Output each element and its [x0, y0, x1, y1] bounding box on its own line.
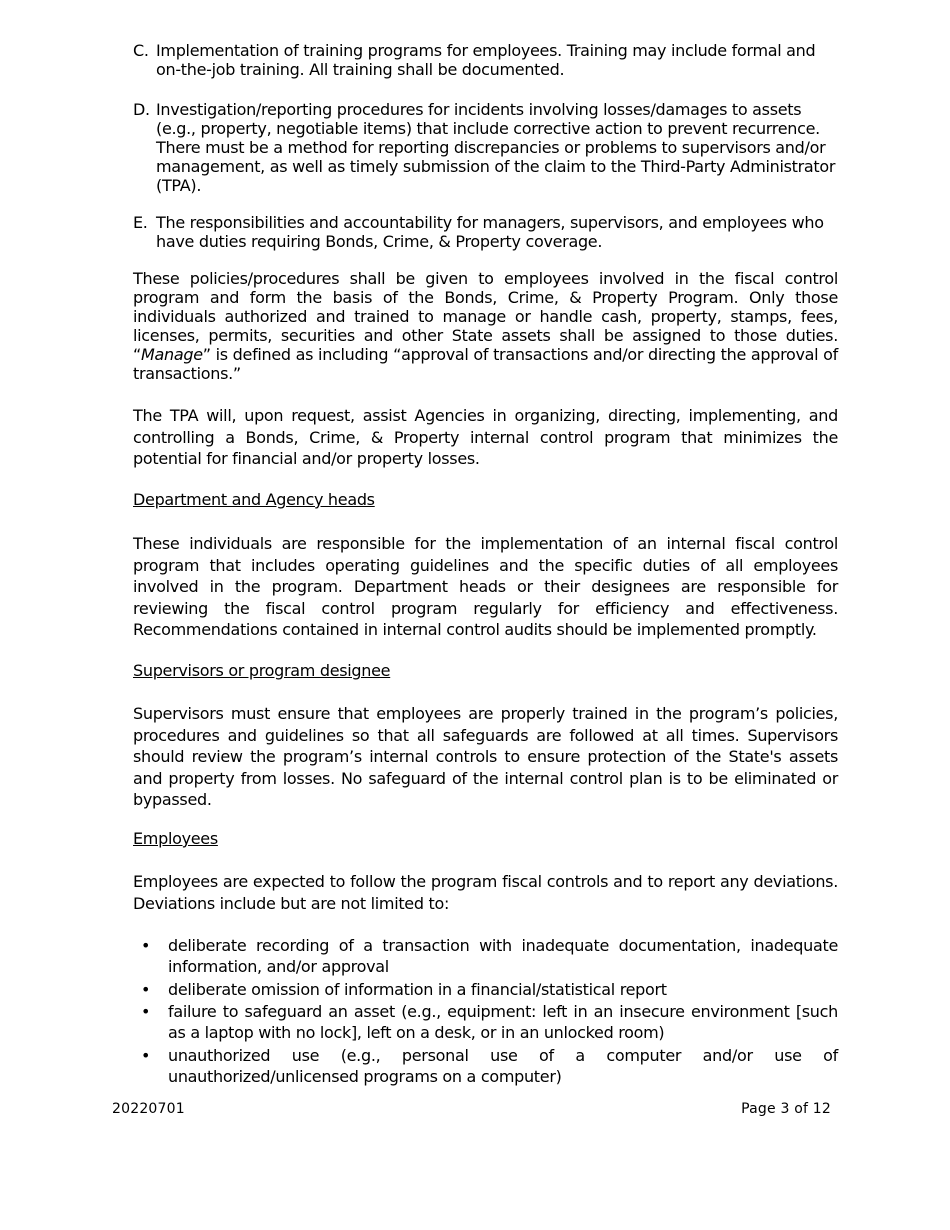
manage-term: Manage [141, 345, 203, 364]
list-item [133, 1045, 838, 1087]
bullet-icon: • [141, 1045, 151, 1065]
bullet-icon: • [141, 936, 151, 955]
list-item [133, 1001, 838, 1043]
supervisors-heading: Supervisors or program designee [133, 661, 391, 680]
list-item-text: deliberate recording of a transaction with inadequate documentation, inadequate information, and/or approval [168, 936, 838, 976]
list-item-text: unauthorized use (e.g., personal use of a computer and/or use of unauthorized/unlicensed programs on a computer) [168, 1045, 838, 1086]
list-item [133, 935, 838, 977]
deviation-list [133, 935, 838, 1088]
item-letter: C. [133, 41, 149, 60]
item-letter: D. [133, 100, 150, 119]
footer-page-number: Page 3 of 12 [741, 1101, 831, 1117]
department-paragraph: These individuals are responsible for the implementation of an internal fiscal control program that includes operating guidelines and the specific duties of all employees involved in the program. Department heads or their designees are responsible for reviewing the fiscal control program regularly for efficiency and effectiveness. Recommendations contained in internal control audits should be implemented promptly. [133, 534, 838, 639]
list-item [133, 979, 838, 1000]
policies-text-start: These policies/procedures shall be given to employees involved in the fiscal control program and form the basis of the Bonds, Crime, & Property Program. Only those individuals authorized and trained to manage or handle cash, property, stamps, fees, licenses, permits, securities and other State assets shall be assigned to those duties. “ [133, 269, 838, 364]
lettered-item-e [133, 213, 843, 251]
policies-text-end: ” is defined as including “approval of transactions and/or directing the approval of transactions.” [133, 345, 838, 383]
department-heading: Department and Agency heads [133, 490, 375, 509]
footer-doc-code: 20220701 [112, 1101, 185, 1117]
tpa-paragraph: The TPA will, upon request, assist Agencies in organizing, directing, implementing, and controlling a Bonds, Crime, & Property internal control program that minimizes the potential for financial and/or property losses. [133, 406, 838, 468]
employees-paragraph: Employees are expected to follow the program fiscal controls and to report any deviations. Deviations include but are not limited to: [133, 872, 838, 913]
supervisors-paragraph: Supervisors must ensure that employees are properly trained in the program’s policies, procedures and guidelines so that all safeguards are followed at all times. Supervisors should review the program’s internal controls to ensure protection of the State's assets and property from losses. No safeguard of the internal control plan is to be eliminated or bypassed. [133, 704, 838, 809]
item-text: The responsibilities and accountability for managers, supervisors, and employees who have duties requiring Bonds, Crime, & Property coverage. [156, 213, 824, 251]
list-item-text: deliberate omission of information in a financial/statistical report [168, 979, 667, 999]
lettered-item-c [133, 41, 843, 79]
item-text: Investigation/reporting procedures for incidents involving losses/damages to assets (e.g., property, negotiable items) that include corrective action to prevent recurrence. There must be a method for reporting discrepancies or problems to supervisors and/or management, as well as timely submission of the claim to the Third-Party Administrator (TPA). [156, 100, 836, 195]
bullet-icon: • [141, 1002, 151, 1021]
lettered-item-d [133, 100, 843, 195]
employees-heading: Employees [133, 829, 218, 848]
policies-paragraph [133, 269, 838, 383]
bullet-icon: • [141, 979, 151, 999]
list-item-text: failure to safeguard an asset (e.g., equipment: left in an insecure environment [such as a laptop with no lock], left on a desk, or in an unlocked room) [168, 1002, 838, 1042]
item-letter: E. [133, 213, 148, 232]
item-text: Implementation of training programs for employees. Training may include formal and on-the-job training. All training shall be documented. [156, 41, 816, 79]
